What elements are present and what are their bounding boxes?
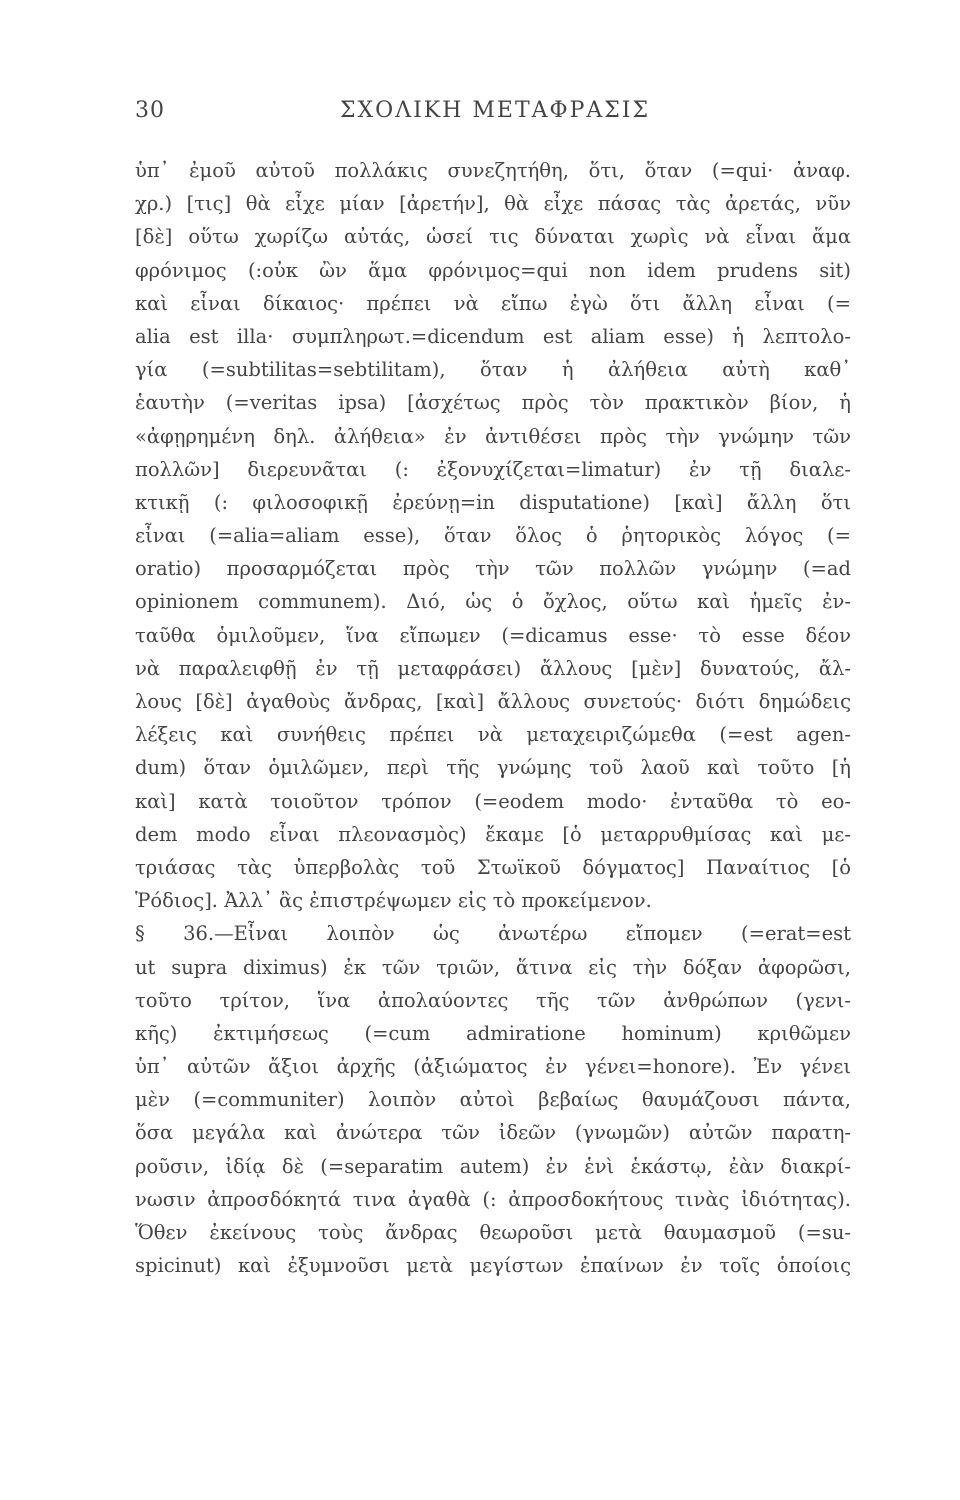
text-line: λέξεις καὶ συνήθεις πρέπει νὰ μεταχειριζώμεθα (=est agen-: [135, 723, 851, 747]
page-header: [135, 98, 855, 138]
page-number: 30: [135, 98, 165, 123]
text-line: φρόνιμος (:οὐκ ὢν ἅμα φρόνιμος=qui non idem prudens sit): [135, 258, 851, 282]
text-line: spicinut) καὶ ἐξυμνοῦσι μετὰ μεγίστων ἐπαίνων ἐν τοῖς ὁποίοις: [135, 1254, 851, 1278]
text-line: γία (=subtilitas=sebtilitam), ὅταν ἡ ἀλήθεια αὐτὴ καθ᾽: [135, 358, 851, 382]
text-line: τοῦτο τρίτον, ἵνα ἀπολαύοντες τῆς τῶν ἀνθρώπων (γενι-: [135, 988, 851, 1012]
text-line: Ῥόδιος]. Ἀλλ᾽ ἂς ἐπιστρέψωμεν εἰς τὸ προκείμενον.: [135, 889, 652, 913]
text-line: νωσιν ἀπροσδόκητά τινα ἀγαθὰ (: ἀπροσδοκήτους τινὰς ἰδιότητας).: [135, 1187, 851, 1211]
text-line: «ἀφῃρημένη δηλ. ἀλήθεια» ἐν ἀντιθέσει πρὸς τὴν γνώμην τῶν: [135, 424, 851, 448]
text-line: μὲν (=communiter) λοιπὸν αὐτοὶ βεβαίως θαυμάζουσι πάντα,: [135, 1088, 851, 1112]
text-line: [δὲ] οὕτω χωρίζω αὐτάς, ὡσεί τις δύναται χωρὶς νὰ εἶναι ἅμα: [135, 225, 851, 249]
text-line: ut supra diximus) ἐκ τῶν τριῶν, ἅτινα εἰς τὴν δόξαν ἀφορῶσι,: [135, 955, 851, 979]
text-line: κτικῇ (: φιλοσοφικῇ ἐρεύνῃ=in disputatione) [καὶ] ἄλλη ὅτι: [135, 490, 851, 514]
text-line: νὰ παραλειφθῇ ἐν τῇ μεταφράσει) ἄλλους [μὲν] δυνατούς, ἄλ-: [135, 656, 851, 680]
text-line: ταῦθα ὁμιλοῦμεν, ἵνα εἴπωμεν (=dicamus esse· τὸ esse δέον: [135, 623, 851, 647]
text-line: κῆς) ἐκτιμήσεως (=cum admiratione hominum) κριθῶμεν: [135, 1021, 851, 1045]
text-line: alia est illa· συμπληρωτ.=dicendum est aliam esse) ἡ λεπτολο-: [135, 324, 851, 348]
text-line: εἶναι (=alia=aliam esse), ὅταν ὅλος ὁ ῥητορικὸς λόγος (=: [135, 524, 851, 548]
running-title: ΣΧΟΛΙΚΗ ΜΕΤΑΦΡΑΣΙΣ: [339, 98, 651, 123]
text-line: καὶ εἶναι δίκαιος· πρέπει νὰ εἴπω ἐγὼ ὅτι ἄλλη εἶναι (=: [135, 291, 851, 315]
text-line: Ὅθεν ἐκείνους τοὺς ἄνδρας θεωροῦσι μετὰ θαυμασμοῦ (=su-: [135, 1221, 851, 1244]
text-line: λους [δὲ] ἀγαθοὺς ἄνδρας, [καὶ] ἄλλους συνετούς· διότι δημώδεις: [135, 690, 851, 713]
text-line: opinionem communem). Διό, ὡς ὁ ὄχλος, οὕτω καὶ ἡμεῖς ἐν-: [135, 590, 851, 614]
text-line: ὑπ᾽ ἐμοῦ αὐτοῦ πολλάκις συνεζητήθη, ὅτι, ὅταν (=qui· ἀναφ.: [135, 159, 851, 182]
text-line: ὑπ᾽ αὐτῶν ἄξιοι ἀρχῆς (ἀξιώματος ἐν γένει=honore). Ἐν γένει: [135, 1055, 851, 1079]
text-line: ροῦσιν, ἰδίᾳ δὲ (=separatim autem) ἐν ἑνὶ ἑκάστῳ, ἐὰν διακρί-: [135, 1154, 851, 1178]
text-line: χρ.) [τις] θὰ εἶχε μίαν [ἀρετήν], θὰ εἶχε πάσας τὰς ἀρετάς, νῦν: [135, 192, 851, 216]
text-line: ἑαυτὴν (=veritas ipsa) [ἀσχέτως πρὸς τὸν πρακτικὸν βίον, ἡ: [135, 391, 851, 415]
body-text: [135, 154, 851, 1282]
text-line: dum) ὅταν ὁμιλῶμεν, περὶ τῆς γνώμης τοῦ λαοῦ καὶ τοῦτο [ἡ: [135, 756, 851, 780]
text-line: πολλῶν] διερευνᾶται (: ἐξονυχίζεται=limatur) ἐν τῇ διαλε-: [135, 457, 851, 481]
text-line: oratio) προσαρμόζεται πρὸς τὴν τῶν πολλῶν γνώμην (=ad: [135, 557, 851, 581]
text-line: § 36.—Εἶναι λοιπὸν ὡς ἀνωτέρω εἴπομεν (=erat=est: [135, 922, 851, 946]
text-line: καὶ] κατὰ τοιοῦτον τρόπον (=eodem modo· ἐνταῦθα τὸ eo-: [135, 789, 851, 813]
text-line: dem modo εἶναι πλεονασμὸς) ἔκαμε [ὁ μεταρρυθμίσας καὶ με-: [135, 822, 851, 846]
text-line: ὅσα μεγάλα καὶ ἀνώτερα τῶν ἰδεῶν (γνωμῶν) αὐτῶν παρατη-: [135, 1121, 851, 1145]
text-line: τριάσας τὰς ὑπερβολὰς τοῦ Στωϊκοῦ δόγματος] Παναίτιος [ὁ: [135, 855, 851, 879]
